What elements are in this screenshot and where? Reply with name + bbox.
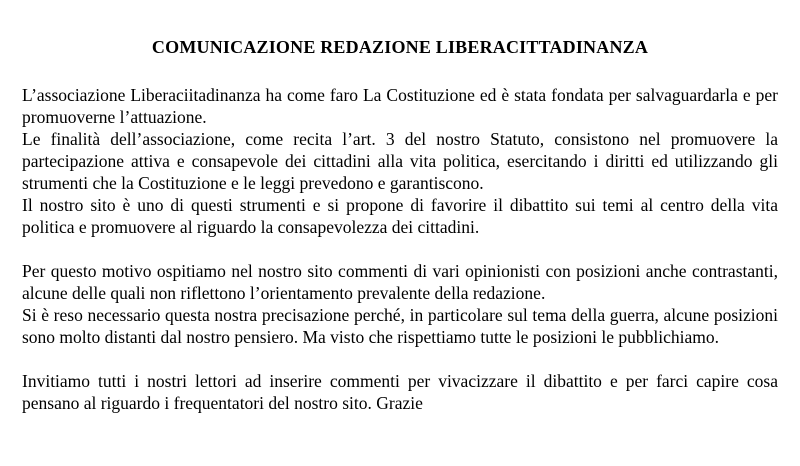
paragraph: Si è reso necessario questa nostra precisazione perché, in particolare sul tema della guerra, alcune posizioni sono molto distanti dal nostro pensiero. Ma visto che rispettiamo tutte le posizioni le pubblichiamo. bbox=[22, 305, 778, 347]
paragraph-block-2 bbox=[22, 260, 778, 348]
paragraph: Invitiamo tutti i nostri lettori ad inserire commenti per vivacizzare il dibattito e per farci capire cosa pensano al riguardo i frequentatori del nostro sito. Grazie bbox=[22, 371, 778, 413]
paragraph: Le finalità dell’associazione, come recita l’art. 3 del nostro Statuto, consistono nel promuovere la partecipazione attiva e consapevole dei cittadini alla vita politica, esercitando i diritti ed utilizzando gli strumenti che la Costituzione e le leggi prevedono e garantiscono. bbox=[22, 129, 778, 193]
paragraph-block-1 bbox=[22, 84, 778, 238]
document-title: COMUNICAZIONE REDAZIONE LIBERACITTADINANZA bbox=[151, 37, 649, 57]
paragraph: Per questo motivo ospitiamo nel nostro sito commenti di vari opinionisti con posizioni anche contrastanti, alcune delle quali non riflettono l’orientamento prevalente della redazione. bbox=[22, 261, 778, 303]
paragraph: Il nostro sito è uno di questi strumenti e si propone di favorire il dibattito sui temi al centro della vita politica e promuovere al riguardo la consapevolezza dei cittadini. bbox=[22, 195, 778, 237]
paragraph: L’associazione Liberaciitadinanza ha come faro La Costituzione ed è stata fondata per salvaguardarla e per promuoverne l’attuazione. bbox=[22, 85, 778, 127]
paragraph-block-3 bbox=[22, 370, 778, 414]
